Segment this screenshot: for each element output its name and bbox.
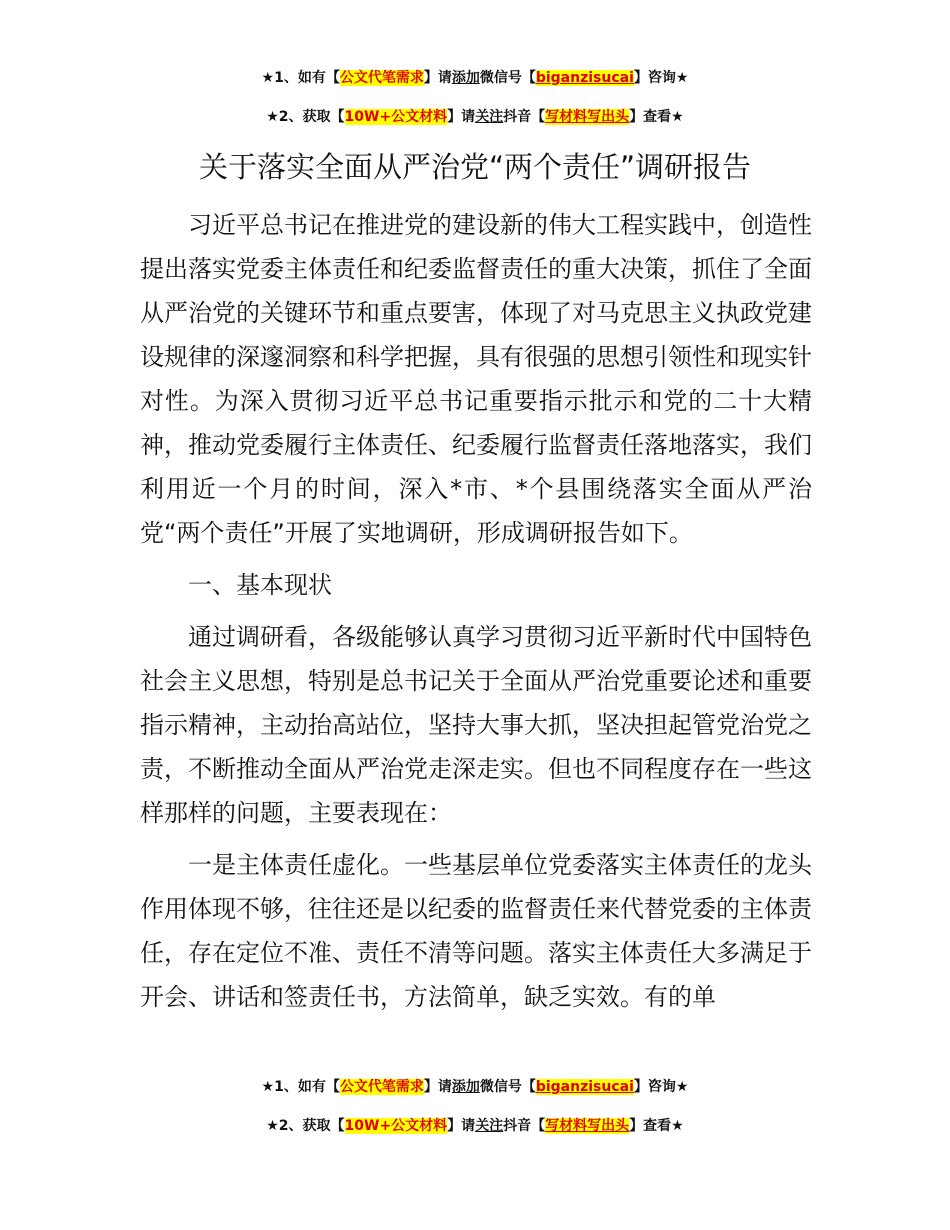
promo-text: 微信号【 [479,1079,536,1095]
promo-douyin-id: 写材料写出头 [545,109,630,125]
promo-text: 】请 [423,1079,452,1095]
promo-text: 】请 [447,109,476,125]
promo-wechat-id: biganzisucai [535,70,634,86]
promo-underlined: 添加 [451,1079,480,1095]
promo-highlight: 10W+公文材料 [344,109,448,125]
promo-text: 抖音【 [503,109,546,125]
promo-douyin-id: 写材料写出头 [545,1118,630,1134]
paragraph-intro: 习近平总书记在推进党的建设新的伟大工程实践中，创造性提出落实党委主体责任和纪委监督责任的重大决策，抓住了全面从严治党的关键环节和重点要害，体现了对马克思主义执政党建设规律的深邃洞察和科学把握，具有很强的思想引领性和现实针对性。为深入贯彻习近平总书记重要指示批示和党的二十大精神，推动党委履行主体责任、纪委履行监督责任落地落实，我们利用近一个月的时间，深入*市、*个县围绕落实全面从严治党“两个责任”开展了实地调研，形成调研报告如下。 [140,211,812,547]
promo-highlight: 公文代笔需求 [339,70,424,86]
promo-highlight: 10W+公文材料 [344,1118,448,1134]
promo-text: 】请 [423,70,452,86]
promo-text: 】咨询★ [633,70,689,86]
promo-text: 抖音【 [503,1118,546,1134]
promo-wechat-id: biganzisucai [535,1079,634,1095]
footer-promo-line-1 [0,1077,950,1097]
footer-promo-line-2 [0,1116,950,1136]
promo-text: 微信号【 [479,70,536,86]
promo-text: ★2、获取【 [266,1118,345,1134]
promo-text: 】请 [447,1118,476,1134]
promo-text: 】查看★ [629,109,684,125]
header-promo-line-2 [0,107,950,127]
promo-text: ★1、如有【 [261,70,340,86]
paragraph-status: 通过调研看，各级能够认真学习贯彻习近平新时代中国特色社会主义思想，特别是总书记关于全面从严治党重要论述和重要指示精神，主动抬高站位，坚持大事大抓，坚决担起管党治党之责，不断推动全面从严治党走深走实。但也不同程度存在一些这样那样的问题，主要表现在： [140,623,812,827]
document-body [140,203,812,1027]
header-promo-line-1 [0,68,950,88]
promo-underlined: 添加 [451,70,480,86]
promo-underlined: 关注 [475,109,504,125]
promo-text: 】查看★ [629,1118,684,1134]
paragraph-issue-1: 一是主体责任虚化。一些基层单位党委落实主体责任的龙头作用体现不够，往往还是以纪委的监督责任来代替党委的主体责任，存在定位不准、责任不清等问题。落实主体责任大多满足于开会、讲话和签责任书，方法简单，缺乏实效。有的单 [140,851,812,1011]
promo-text: 】咨询★ [633,1079,689,1095]
document-title: 关于落实全面从严治党“两个责任”调研报告 [198,150,752,184]
promo-highlight: 公文代笔需求 [339,1079,424,1095]
promo-text: ★1、如有【 [261,1079,340,1095]
section-heading: 一、基本现状 [188,571,332,599]
promo-underlined: 关注 [475,1118,504,1134]
promo-text: ★2、获取【 [266,109,345,125]
